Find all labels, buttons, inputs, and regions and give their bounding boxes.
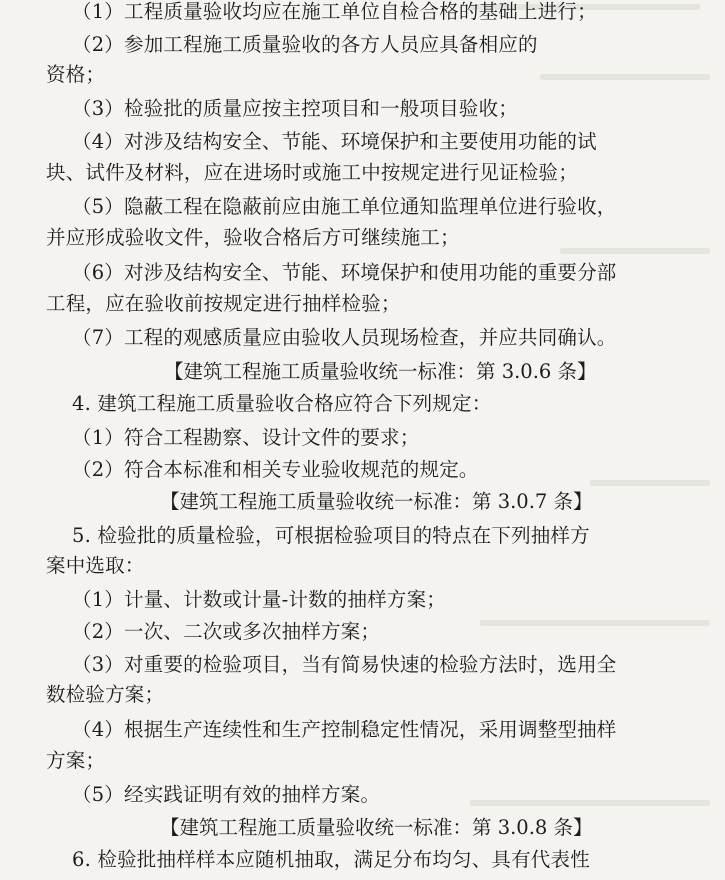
text-line-18: 案中选取：: [46, 554, 145, 577]
text-line-2: （2）参加工程施工质量验收的各方人员应具备相应的: [72, 33, 538, 56]
text-line-19: （1）计量、计数或计量-计数的抽样方案；: [72, 588, 446, 611]
text-line-10: 工程，应在验收前按规定进行抽样检验；: [46, 292, 401, 315]
text-line-23: （4）根据生产连续性和生产控制稳定性情况，采用调整型抽样: [72, 718, 617, 741]
text-line-27: 6. 检验批抽样样本应随机抽取，满足分布均匀、具有代表性: [72, 848, 590, 871]
standard-reference-3-0-7: 【建筑工程施工质量验收统一标准：第 3.0.7 条】: [160, 490, 593, 513]
text-line-11: （7）工程的观感质量应由验收人员现场检查，并应共同确认。: [72, 326, 617, 349]
text-line-6: 块、试件及材料，应在进场时或施工中按规定进行见证检验；: [46, 161, 578, 184]
bleed-through-mark: [540, 74, 710, 80]
text-line-25: （5）经实践证明有效的抽样方案。: [72, 783, 381, 806]
bleed-through-mark: [470, 800, 710, 806]
bleed-through-mark: [480, 620, 710, 626]
text-line-3: 资格；: [46, 63, 106, 86]
text-line-14: （1）符合工程勘察、设计文件的要求；: [72, 426, 420, 449]
bleed-through-mark: [590, 480, 710, 486]
text-line-7: （5）隐蔽工程在隐蔽前应由施工单位通知监理单位进行验收，: [72, 195, 617, 218]
text-line-9: （6）对涉及结构安全、节能、环境保护和使用功能的重要分部: [72, 261, 617, 284]
standard-reference-3-0-8: 【建筑工程施工质量验收统一标准：第 3.0.8 条】: [160, 816, 593, 839]
text-line-8: 并应形成验收文件，验收合格后方可继续施工；: [46, 226, 460, 249]
text-line-4: （3）检验批的质量应按主控项目和一般项目验收；: [72, 97, 519, 120]
text-line-21: （3）对重要的检验项目，当有简易快速的检验方法时，选用全: [72, 653, 617, 676]
text-line-5: （4）对涉及结构安全、节能、环境保护和主要使用功能的试: [72, 130, 597, 153]
text-line-1: （1）工程质量验收均应在施工单位自检合格的基础上进行；: [72, 0, 597, 23]
text-line-22: 数检验方案；: [46, 683, 165, 706]
text-line-15: （2）符合本标准和相关专业验收规范的规定。: [72, 458, 479, 481]
text-line-17: 5. 检验批的质量检验，可根据检验项目的特点在下列抽样方: [72, 524, 590, 547]
standard-reference-3-0-6: 【建筑工程施工质量验收统一标准：第 3.0.6 条】: [164, 360, 597, 383]
text-line-13: 4. 建筑工程施工质量验收合格应符合下列规定：: [72, 392, 492, 415]
text-line-24: 方案；: [46, 749, 106, 772]
text-line-20: （2）一次、二次或多次抽样方案；: [72, 620, 381, 643]
